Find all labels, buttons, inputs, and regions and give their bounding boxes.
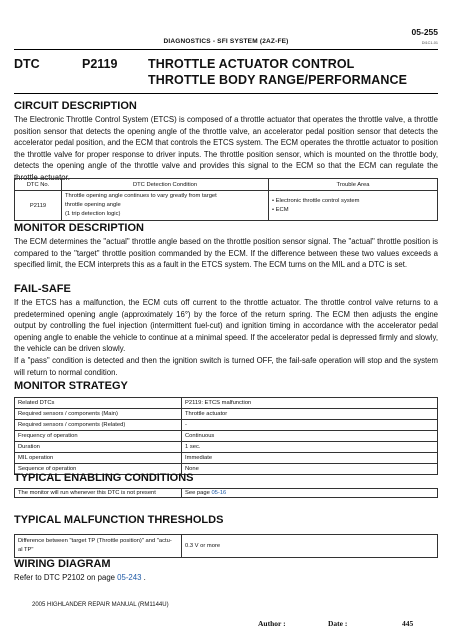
table-row	[15, 409, 438, 420]
table-row	[15, 398, 438, 409]
trouble-area-item: • ECM	[272, 206, 289, 213]
circuit-description-paragraph: The Electronic Throttle Control System (ETCS) is composed of a throttle actuator that operates the throttle valve, a throttle position sensor that detects the opening angle of the throttle valve, an accelerator pedal position sensor that detects the accelerator pedal position, and the ECM that controls the ETCS system. The ECM operates the throttle actuator to position the throttle valve for proper response to driver inputs. The throttle position sensor, which is mounted on the throttle body, detects the opening angle of the throttle valve and provides this signal to the ECM so that the ECM can regulate the throttle actuator.	[14, 115, 438, 182]
enabling-label: The monitor will run whenever this DTC is not present	[15, 489, 182, 498]
strategy-value: Continuous	[182, 431, 438, 442]
table-row	[15, 535, 438, 558]
strategy-label: Required sensors / components (Related)	[15, 420, 182, 431]
strategy-label: Related DTCs	[15, 398, 182, 409]
wiring-diagram-heading: WIRING DIAGRAM	[14, 558, 111, 570]
table-row	[15, 489, 438, 498]
circuit-description-heading: CIRCUIT DESCRIPTION	[14, 100, 137, 112]
condition-cell	[62, 191, 269, 221]
strategy-label: Sequence of operation	[15, 464, 182, 475]
strategy-label: Duration	[15, 442, 182, 453]
table-row	[15, 431, 438, 442]
condition-line: throttle opening angle	[65, 202, 121, 208]
monitor-description-paragraph: The ECM determines the "actual" throttle angle based on the throttle position sensor signal. The "actual" throttle position is compared to the "target" throttle position commanded by the ECM. If the difference between these two values exceeds a specified limit, the ECM interprets this as a fault in the ETCS system. The ECM turns on the MIL and a DTC is set.	[14, 237, 438, 270]
column-header-condition: DTC Detection Condition	[62, 179, 269, 191]
condition-line: Throttle opening angle continues to vary greatly from target	[65, 193, 217, 199]
strategy-value: -	[182, 420, 438, 431]
strategy-value: 1 sec.	[182, 442, 438, 453]
dtc-title-block	[14, 55, 438, 95]
strategy-value: Immediate	[182, 453, 438, 464]
trouble-area-cell	[269, 191, 438, 221]
see-page-text: See page	[185, 490, 212, 496]
threshold-label-line: Difference between "target TP (Throttle position)" and "actu-	[18, 538, 172, 544]
fail-safe-paragraph: If the ETCS has a malfunction, the ECM cuts off current to the throttle actuator. The throttle control valve returns to a predetermined opening angle (approximately 16°) by the force of the return spring. The ECM then adjusts the engine output by controlling the fuel injection (intermittent fuel-cut) and ignition timing in accordance with the accelerator pedal opening angle to enable the vehicle to continue at a minimal speed. If the accelerator pedal is depressed firmly and slowly, the vehicle can be driven slowly.	[14, 298, 438, 354]
threshold-value: 0.3 V or more	[182, 535, 438, 558]
strategy-label: Frequency of operation	[15, 431, 182, 442]
circuit-description-text	[14, 114, 438, 184]
monitor-description-text	[14, 236, 438, 271]
wiring-reference-suffix: .	[141, 573, 146, 582]
dtc-label: DTC	[14, 57, 40, 71]
strategy-label: MIL operation	[15, 453, 182, 464]
threshold-label-line: al TP"	[18, 547, 34, 553]
trouble-area-item: • Electronic throttle control system	[272, 197, 360, 204]
page-link-05-243[interactable]: 05-243	[117, 573, 142, 582]
threshold-label	[15, 535, 182, 558]
dtc-code: P2119	[82, 57, 118, 71]
wiring-diagram-text	[14, 572, 438, 584]
table-row	[15, 420, 438, 431]
monitor-strategy-heading: MONITOR STRATEGY	[14, 380, 128, 392]
date-label: Date :	[328, 619, 348, 628]
dtc-title-line-2: THROTTLE BODY RANGE/PERFORMANCE	[148, 73, 408, 87]
dtc-title-line-1: THROTTLE ACTUATOR CONTROL	[148, 57, 355, 71]
table-row	[15, 191, 438, 221]
strategy-value: Throttle actuator	[182, 409, 438, 420]
monitor-strategy-table	[14, 397, 438, 475]
dtc-number-cell: P2119	[15, 191, 62, 221]
dtc-detection-table	[14, 178, 438, 221]
section-title: DIAGNOSTICS - SFI SYSTEM (2AZ-FE)	[163, 38, 289, 45]
enabling-value	[182, 489, 438, 498]
title-rule	[14, 93, 438, 94]
malfunction-thresholds-table	[14, 534, 438, 558]
document-id: DI1C1-01	[421, 41, 438, 45]
strategy-value: P2119: ETCS malfunction	[182, 398, 438, 409]
monitor-description-heading: MONITOR DESCRIPTION	[14, 222, 144, 234]
enabling-conditions-table	[14, 488, 438, 498]
table-header-row	[15, 179, 438, 191]
page-number: 445	[402, 619, 414, 628]
enabling-conditions-heading: TYPICAL ENABLING CONDITIONS	[14, 472, 194, 484]
author-label: Author :	[258, 619, 286, 628]
table-row	[15, 453, 438, 464]
fail-safe-heading: FAIL-SAFE	[14, 283, 71, 295]
page-code: 05-255	[411, 27, 438, 37]
malfunction-thresholds-heading: TYPICAL MALFUNCTION THRESHOLDS	[14, 514, 224, 526]
table-row	[15, 442, 438, 453]
column-header-trouble-area: Trouble Area	[269, 179, 438, 191]
manual-footer: 2005 HIGHLANDER REPAIR MANUAL (RM1144U)	[32, 602, 169, 608]
header-rule	[14, 49, 438, 50]
column-header-dtc-no: DTC No.	[15, 179, 62, 191]
strategy-value: None	[182, 464, 438, 475]
fail-safe-paragraph: If a "pass" condition is detected and then the ignition switch is turned OFF, the fail-safe operation will stop and the system will return to normal condition.	[14, 355, 438, 377]
wiring-reference-text: Refer to DTC P2102 on page	[14, 573, 118, 582]
condition-line: (1 trip detection logic)	[65, 211, 121, 217]
page-link-05-16[interactable]: 05-16	[211, 490, 227, 496]
strategy-label: Required sensors / components (Main)	[15, 409, 182, 420]
fail-safe-text	[14, 297, 438, 378]
